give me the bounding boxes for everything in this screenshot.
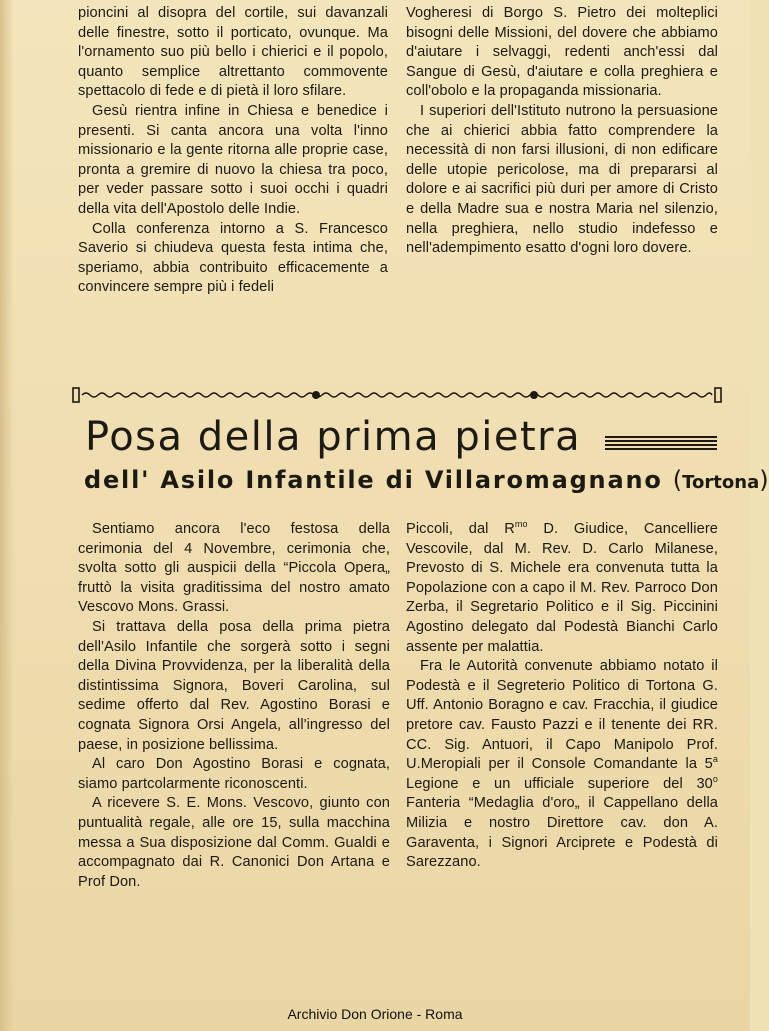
article-subtitle [84,465,769,498]
paragraph: pioncini al disopra del cortile, sui davanzali delle finestre, sotto il porticato, ovunque. Ma l'ornamento suo più bello i chierici e il popolo, quanto semplice altrettanto commovente spettacolo di fede e di pietà il loro sfilare. [78,5,388,100]
ornamental-divider [72,384,722,406]
top-right-column [406,4,718,259]
text-run: Fanteria “Medaglia d'oro„ il Cappellano della Milizia e nostro Direttore cav. don A. Garaventa, i Signori Arciprete e Podestà di Sarezzano. [406,795,718,871]
paragraph: Vogheresi di Borgo S. Pietro dei molteplici bisogni delle Missioni, del dovere che abbiamo d'aiutare i selvaggi, redenti anch'essi dal Sangue di Gesù, d'aiutare e colla preghiera e coll'obolo e la propaganda missionaria. [406,5,718,100]
paragraph: Gesù rientra infine in Chiesa e benedice i presenti. Si canta ancora una volta l'inno missionario e la gente ritorna alle proprie case, pronta a gremire di nuovo la chiesa tra poco, per veder passare sotto i suoi occhi i quadri della vita dell'Apostolo delle Indie. [78,102,388,217]
text-run: Fra le Autorità convenute abbiamo notato il Podestà e il Segreterio Politico di Tortona G. Uff. Antonio Boragno e cav. Fracchia, il giudice pretore cav. Fausto Pazzi e il tenente dei RR. CC. Sig. Antuori, il Capo Manipolo Prof. U.Meropiali per il Console Comandante la 5 [406,658,718,773]
top-left-column [78,4,388,298]
superscript: o [712,773,718,784]
archive-footer: Archivio Don Orione - Roma [287,1006,463,1022]
text-run: D. Giudice, Cancelliere Vescovile, dal M. Rev. D. Carlo Milanese, Prevosto di S. Michele era convenuta tutta la Popolazione con a capo il M. Rev. Parroco Don Zerba, il Segretario Politico e il Sig. Piccinini Agostino delegato dal Podestà Bianchi Carlo assente per malattia. [406,521,718,655]
subtitle-paren-open: ( [672,466,683,494]
paragraph [406,520,718,657]
paragraph: Sentiamo ancora l'eco festosa della cerimonia del 4 Novembre, cerimonia che, svolta sotto gli auspicii della “Piccola Opera„ fruttò la visita graditissima del nostro amato Vescovo Mons. Grassi. [78,521,390,616]
paragraph: A ricevere S. E. Mons. Vescovo, giunto con puntualità regale, alle ore 15, sulla macchina messa a Sua disposizione dal Comm. Gualdi e accompagnato dai R. Canonici Don Artana e Prof Don. [78,795,390,890]
article-left-column [78,520,390,892]
subtitle-paren-close: ) [759,466,769,494]
article-title: Posa della prima pietra [85,414,582,460]
subtitle-town: Tortona [682,472,760,493]
paragraph: Colla conferenza intorno a S. Francesco Saverio si chiudeva questa festa intima che, speriamo, abbia contribuito efficacemente a convincere sempre più i fedeli [78,220,388,296]
paragraph [406,657,718,873]
subtitle-main: dell' Asilo Infantile di Villaromagnano [84,466,663,494]
text-run: Piccoli, dal R [406,521,515,537]
paragraph: I superiori dell'Istituto nutrono la persuasione che ai chierici abbia fatto comprendere la necessità di non farsi illusioni, di non edificare delle utopie pericolose, ma di prepararsi al dolore e ai sacrifici più duri per amore di Cristo e della Madre sua e nostra Maria nel silenzio, nella preghiera, nello studio indefesso e nell'adempimento esatto d'ogni loro dovere. [406,102,718,257]
paragraph: Si trattava della posa della prima pietra dell'Asilo Infantile che sorgerà sotto i segni della Divina Provvidenza, per la liberalità della distintissima Signora, Boveri Carolina, sul sedime offerto dal Rev. Agostino Borasi e cognata Signora Orsi Angela, all'ingresso del paese, in posizione bellissima. [78,618,390,753]
superscript: mo [514,519,528,530]
superscript: a [712,754,718,765]
article-right-column [406,520,718,873]
paragraph: Al caro Don Agostino Borasi e cognata, siamo partcolarmente riconoscenti. [78,756,390,792]
page-edge-shadow [0,0,14,1031]
title-rule-decoration [605,435,717,451]
text-run: Legione e un ufficiale superiore del 30 [406,775,713,792]
